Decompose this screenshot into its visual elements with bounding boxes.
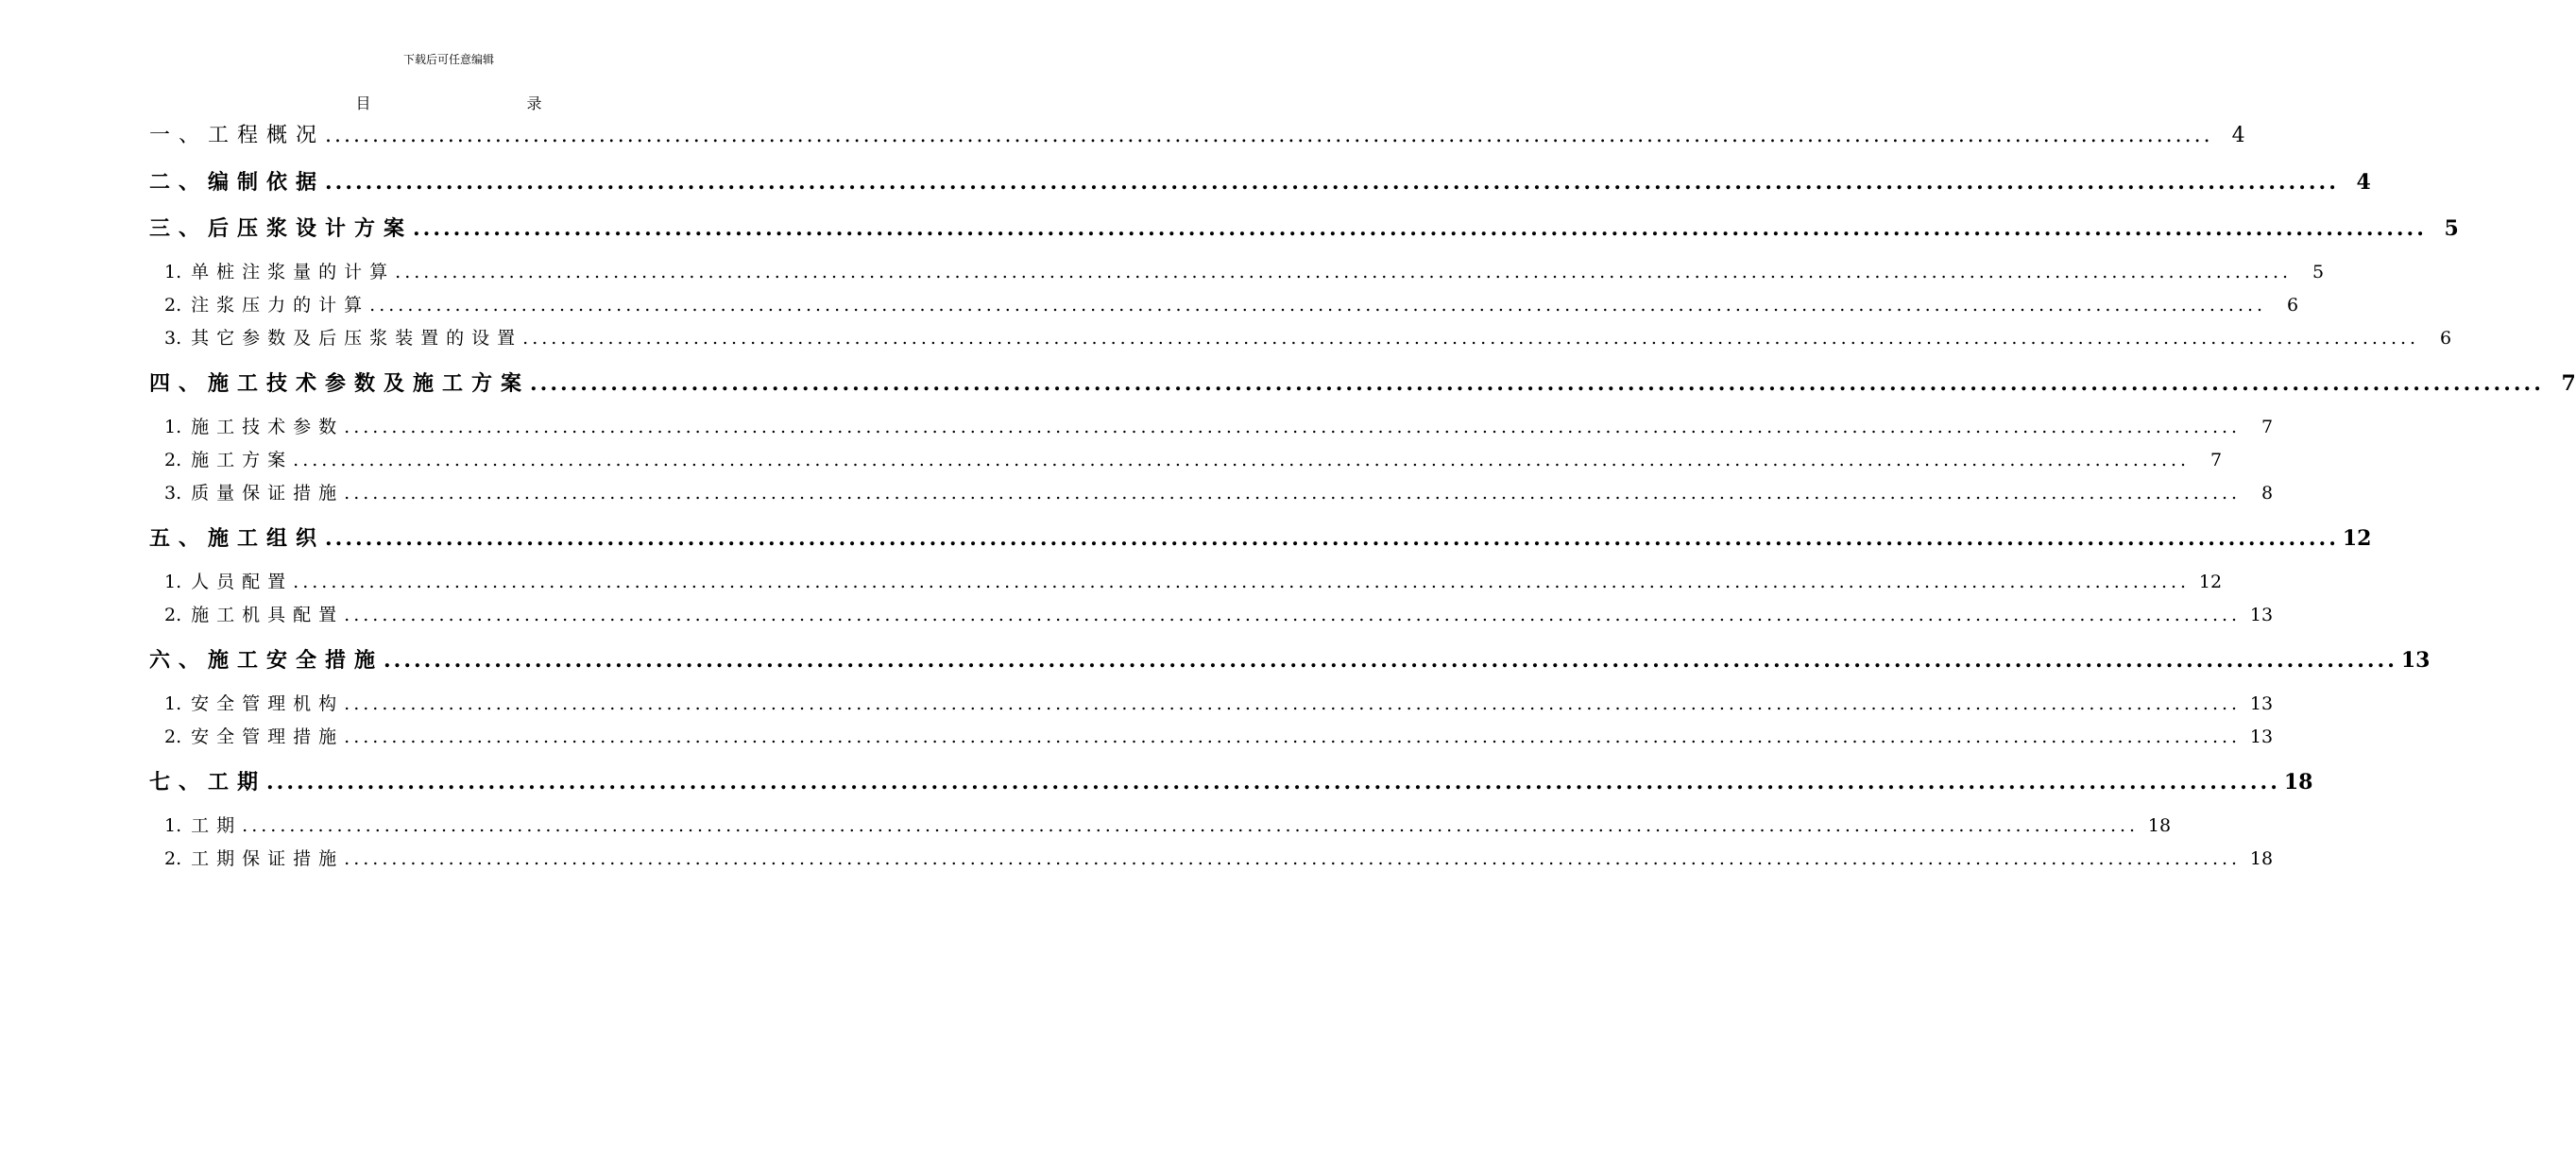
toc-section-entry[interactable] <box>149 763 2313 810</box>
toc-section-entry[interactable] <box>149 210 2459 256</box>
toc-subsection-entry[interactable] <box>149 810 2172 843</box>
toc-entry-label <box>149 520 325 557</box>
toc-entry-text: 人员配置 <box>191 572 294 592</box>
toc-page-number: 13 <box>2249 605 2274 625</box>
toc-subsection-entry[interactable] <box>149 566 2223 599</box>
toc-leader-dots: ........................................................................................................................................................................................................ <box>266 770 2280 795</box>
toc-entry-number: 2. <box>164 295 182 316</box>
toc-leader-dots: ........................................................................................................................................................................................................ <box>293 572 2191 592</box>
toc-leader-dots: ........................................................................................................................................................................................................ <box>242 815 2140 836</box>
toc-entry-text: 六、施工安全措施 <box>149 648 384 673</box>
toc-leader-dots: ........................................................................................................................................................................................................ <box>325 526 2339 551</box>
toc-entry-number: 1. <box>164 417 182 437</box>
toc-section-entry[interactable] <box>149 520 2372 566</box>
toc-leader-dots: ........................................................................................................................................................................................................ <box>522 328 2420 349</box>
toc-leader-dots: ........................................................................................................................................................................................................ <box>344 726 2242 747</box>
toc-page-number: 4 <box>2231 124 2245 147</box>
toc-leader-dots: ........................................................................................................................................................................................................ <box>344 483 2242 504</box>
toc-page-number: 6 <box>2439 328 2452 349</box>
toc-entry-label <box>149 365 530 402</box>
toc-title: 目 录 <box>355 94 618 112</box>
section-gap <box>149 754 761 763</box>
toc-entry-number: 2. <box>164 450 182 470</box>
toc-leader-dots: ........................................................................................................................................................................................................ <box>325 170 2339 195</box>
toc-leader-dots: ........................................................................................................................................................................................................ <box>325 124 2213 147</box>
toc-entry-label <box>164 256 395 289</box>
section-gap <box>149 510 761 520</box>
toc-page-number: 13 <box>2249 726 2274 747</box>
toc-entry-label <box>164 721 344 754</box>
toc-entry-label <box>164 444 293 477</box>
toc-leader-dots: ........................................................................................................................................................................................................ <box>395 262 2293 282</box>
toc-entry-text: 工期保证措施 <box>191 848 345 869</box>
toc-entry-number: 1. <box>164 815 182 836</box>
toc-entry-label <box>149 117 325 155</box>
toc-entry-text: 安全管理措施 <box>191 726 345 747</box>
toc-entry-text: 工期 <box>191 815 243 836</box>
toc-subsection-entry[interactable] <box>149 256 2325 289</box>
toc-entry-label <box>164 599 344 632</box>
toc-entry-text: 注浆压力的计算 <box>191 295 370 316</box>
toc-entry-text: 施工机具配置 <box>191 605 345 625</box>
toc-entry-text: 三、后压浆设计方案 <box>149 216 414 241</box>
toc-page-number: 18 <box>2147 815 2172 836</box>
toc-subsection-entry[interactable] <box>149 289 2299 322</box>
toc-entry-text: 其它参数及后压浆装置的设置 <box>191 328 523 349</box>
toc-leader-dots: ........................................................................................................................................................................................................ <box>344 693 2242 714</box>
toc-leader-dots: ........................................................................................................................................................................................................ <box>344 605 2242 625</box>
toc-page-number: 5 <box>2312 262 2325 282</box>
toc-entry-number: 3. <box>164 483 182 504</box>
toc-entry-number: 2. <box>164 848 182 869</box>
toc-page-number: 7 <box>2561 371 2576 396</box>
toc-subsection-entry[interactable] <box>149 477 2274 510</box>
toc-leader-dots: ........................................................................................................................................................................................................ <box>384 648 2397 673</box>
toc-entry-label <box>149 210 413 248</box>
toc-entry-number: 2. <box>164 605 182 625</box>
toc-subsection-entry[interactable] <box>149 322 2452 355</box>
toc-page-number: 13 <box>2249 693 2274 714</box>
toc-entry-label <box>149 763 266 801</box>
toc-subsection-entry[interactable] <box>149 721 2274 754</box>
toc-section-entry[interactable] <box>149 641 2431 688</box>
toc-page-number: 5 <box>2444 216 2459 241</box>
toc-entry-text: 七、工期 <box>149 770 267 795</box>
toc-entry-label <box>149 163 325 201</box>
table-of-contents <box>149 117 2576 876</box>
toc-entry-label <box>164 289 369 322</box>
toc-subsection-entry[interactable] <box>149 843 2274 876</box>
toc-subsection-entry[interactable] <box>149 599 2274 632</box>
toc-entry-text: 四、施工技术参数及施工方案 <box>149 371 531 396</box>
toc-page-number: 18 <box>2249 848 2274 869</box>
toc-leader-dots: ........................................................................................................................................................................................................ <box>344 417 2242 437</box>
toc-entry-label <box>164 477 344 510</box>
toc-entry-label <box>149 641 384 679</box>
toc-leader-dots: ........................................................................................................................................................................................................ <box>369 295 2267 316</box>
toc-leader-dots: ........................................................................................................................................................................................................ <box>344 848 2242 869</box>
toc-page-number: 18 <box>2283 770 2313 795</box>
toc-entry-text: 一、工程概况 <box>149 124 326 147</box>
toc-section-entry[interactable] <box>149 117 2245 163</box>
toc-entry-number: 1. <box>164 262 182 282</box>
toc-page-number: 8 <box>2260 483 2274 504</box>
toc-page-number: 6 <box>2286 295 2299 316</box>
toc-page-number: 12 <box>2342 526 2372 551</box>
toc-entry-label <box>164 322 522 355</box>
toc-entry-number: 2. <box>164 726 182 747</box>
toc-page-number: 7 <box>2260 417 2274 437</box>
toc-subsection-entry[interactable] <box>149 688 2274 721</box>
toc-entry-label <box>164 843 344 876</box>
toc-entry-label <box>164 688 344 721</box>
toc-subsection-entry[interactable] <box>149 411 2274 444</box>
toc-entry-text: 五、施工组织 <box>149 526 326 551</box>
toc-subsection-entry[interactable] <box>149 444 2223 477</box>
section-gap <box>149 355 761 365</box>
toc-entry-text: 施工技术参数 <box>191 417 345 437</box>
toc-page-number: 13 <box>2400 648 2431 673</box>
toc-entry-label <box>164 810 242 843</box>
toc-leader-dots: ........................................................................................................................................................................................................ <box>530 371 2544 396</box>
toc-entry-label <box>164 566 293 599</box>
toc-section-entry[interactable] <box>149 163 2371 210</box>
page-header: 下载后可任意编辑 <box>402 53 494 66</box>
toc-entry-label <box>164 411 344 444</box>
toc-entry-text: 二、编制依据 <box>149 170 326 195</box>
toc-page-number: 4 <box>2356 170 2371 195</box>
toc-page-number: 12 <box>2198 572 2223 592</box>
section-gap <box>149 632 761 641</box>
toc-entry-text: 质量保证措施 <box>191 483 345 504</box>
toc-entry-number: 3. <box>164 328 182 349</box>
toc-leader-dots: ........................................................................................................................................................................................................ <box>413 216 2427 241</box>
toc-leader-dots: ........................................................................................................................................................................................................ <box>293 450 2191 470</box>
toc-page-number: 7 <box>2209 450 2223 470</box>
toc-entry-text: 单桩注浆量的计算 <box>191 262 396 282</box>
toc-entry-text: 施工方案 <box>191 450 294 470</box>
toc-entry-number: 1. <box>164 572 182 592</box>
toc-section-entry[interactable] <box>149 365 2576 411</box>
toc-entry-number: 1. <box>164 693 182 714</box>
toc-entry-text: 安全管理机构 <box>191 693 345 714</box>
